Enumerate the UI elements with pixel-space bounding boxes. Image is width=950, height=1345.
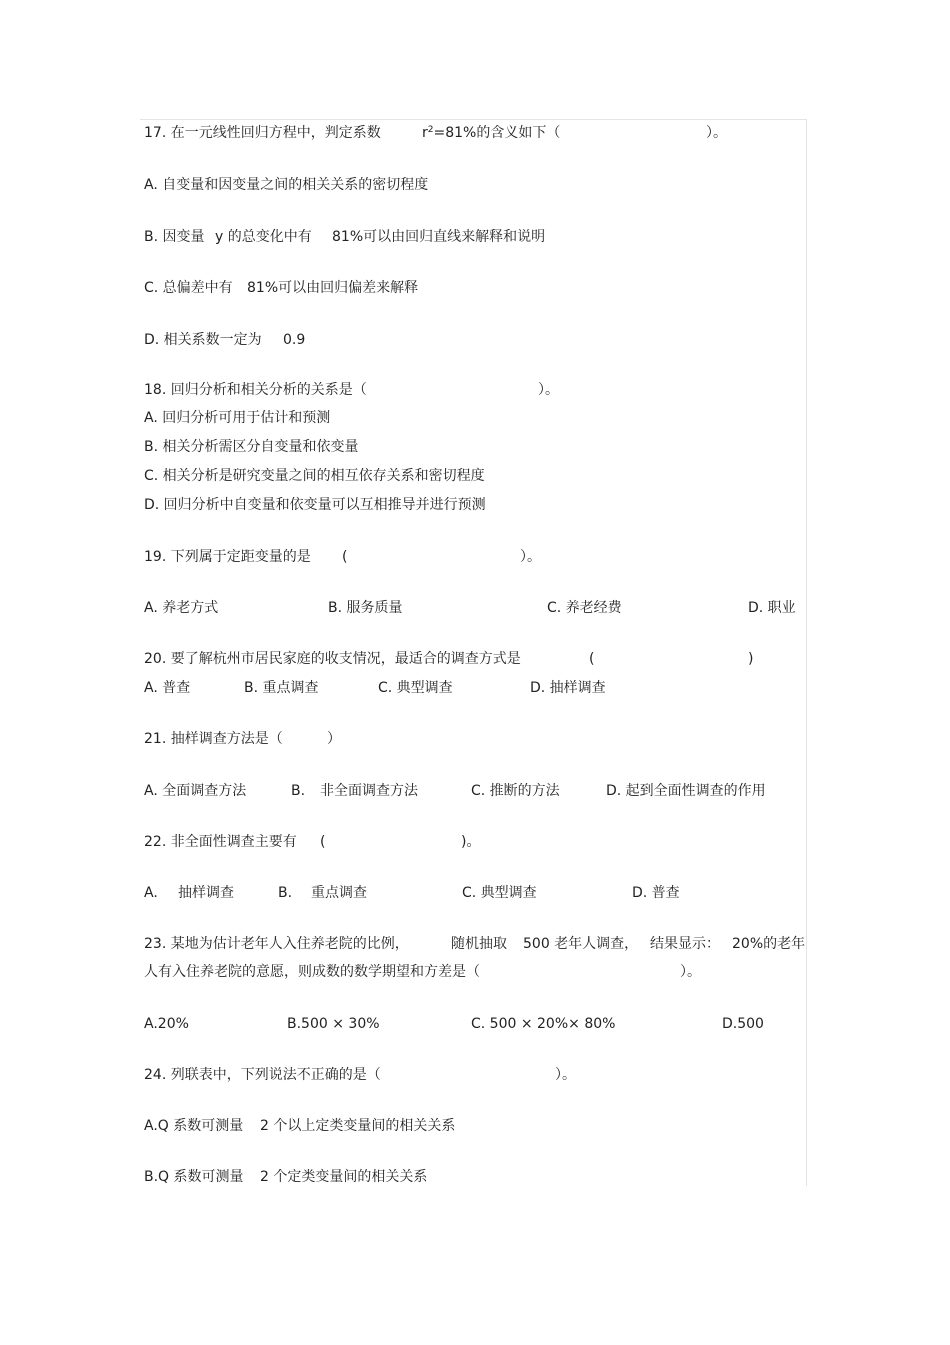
question-24-option-a-part2: 2 个以上定类变量间的相关关系 <box>260 1118 456 1134</box>
question-22-open: ( <box>320 834 326 850</box>
question-19-option-d: D. 职业 <box>748 600 796 616</box>
question-17-option-d: D. 相关系数一定为 <box>144 332 262 348</box>
question-23-option-b: B.500 × 30% <box>287 1016 380 1032</box>
question-22-option-a: 抽样调查 <box>178 885 234 901</box>
question-17-close: ）。 <box>706 125 727 141</box>
question-18-option-b: B. 相关分析需区分自变量和依变量 <box>144 439 359 455</box>
question-20-option-b: B. 重点调查 <box>244 680 319 696</box>
question-23-stem-part3: 500 老年人调查， <box>523 936 639 952</box>
question-23-stem-part4: 结果显示： <box>650 936 720 952</box>
question-18-stem: 18. 回归分析和相关分析的关系是（ <box>144 382 367 398</box>
question-17-option-b: B. 因变量 <box>144 229 205 245</box>
question-20-option-d: D. 抽样调查 <box>530 680 606 696</box>
question-22-option-d: D. 普查 <box>632 885 680 901</box>
question-21-stem: 21. 抽样调查方法是（ <box>144 731 283 747</box>
question-20-option-a: A. 普查 <box>144 680 191 696</box>
question-17-option-b-part3: 81%可以由回归直线来解释和说明 <box>332 229 546 245</box>
question-23-stem-part2: 随机抽取 <box>451 936 507 952</box>
question-20-close: ) <box>748 651 754 667</box>
question-23-stem-line1: 23. 某地为估计老年人入住养老院的比例， <box>144 936 409 952</box>
question-19-option-a: A. 养老方式 <box>144 600 219 616</box>
question-20-open: ( <box>589 651 595 667</box>
question-18-close: ）。 <box>538 382 559 398</box>
question-21-close: ） <box>327 731 341 747</box>
question-19-option-b: B. 服务质量 <box>328 600 403 616</box>
question-17-stem: 17. 在一元线性回归方程中，判定系数 <box>144 125 381 141</box>
question-18-option-a: A. 回归分析可用于估计和预测 <box>144 410 331 426</box>
question-17-formula: $r^2=81\%$的含义如下（ <box>422 125 561 141</box>
question-21-option-b-label: B. <box>291 783 306 799</box>
question-22-option-b-label: B. <box>278 885 293 901</box>
question-21-option-c: C. 推断的方法 <box>471 783 560 799</box>
question-18-option-d: D. 回归分析中自变量和依变量可以互相推导并进行预测 <box>144 497 486 513</box>
question-24-stem: 24. 列联表中，下列说法不正确的是（ <box>144 1067 381 1083</box>
question-22-option-a-label: A. <box>144 885 158 901</box>
question-24-option-b: B.Q 系数可测量 <box>144 1169 244 1185</box>
question-22-close: )。 <box>461 834 481 850</box>
question-24-close: ）。 <box>555 1067 576 1083</box>
question-23-option-c: C. 500 × 20%× 80% <box>471 1016 616 1032</box>
question-17-option-b-part2: y 的总变化中有 <box>215 229 312 245</box>
question-24-option-b-part2: 2 个定类变量间的相关关系 <box>260 1169 428 1185</box>
question-22-stem: 22. 非全面性调查主要有 <box>144 834 297 850</box>
question-23-option-a: A.20% <box>144 1016 189 1032</box>
question-20-option-c: C. 典型调查 <box>378 680 453 696</box>
question-22-option-b: 重点调查 <box>311 885 367 901</box>
question-17-option-a: A. 自变量和因变量之间的相关关系的密切程度 <box>144 177 429 193</box>
question-17-option-d-part2: 0.9 <box>283 332 306 348</box>
question-18-option-c: C. 相关分析是研究变量之间的相互依存关系和密切程度 <box>144 468 485 484</box>
question-19-open: ( <box>342 549 348 565</box>
question-23-close: ）。 <box>680 964 701 980</box>
question-17-option-c-part2: 81%可以由回归偏差来解释 <box>247 280 419 296</box>
question-23-option-d: D.500 <box>722 1016 764 1032</box>
question-17-option-c: C. 总偏差中有 <box>144 280 233 296</box>
question-23-stem-line2: 人有入住养老院的意愿，则成数的数学期望和方差是（ <box>144 964 480 980</box>
question-19-close: ）。 <box>520 549 541 565</box>
question-22-option-c: C. 典型调查 <box>462 885 537 901</box>
question-21-option-d: D. 起到全面性调查的作用 <box>606 783 766 799</box>
question-21-option-a: A. 全面调查方法 <box>144 783 247 799</box>
question-21-option-b: 非全面调查方法 <box>320 783 418 799</box>
question-19-stem: 19. 下列属于定距变量的是 <box>144 549 311 565</box>
question-24-option-a: A.Q 系数可测量 <box>144 1118 244 1134</box>
question-23-stem-part5: 20%的老年 <box>732 936 806 952</box>
question-19-option-c: C. 养老经费 <box>547 600 622 616</box>
question-20-stem: 20. 要了解杭州市居民家庭的收支情况，最适合的调查方式是 <box>144 651 521 667</box>
